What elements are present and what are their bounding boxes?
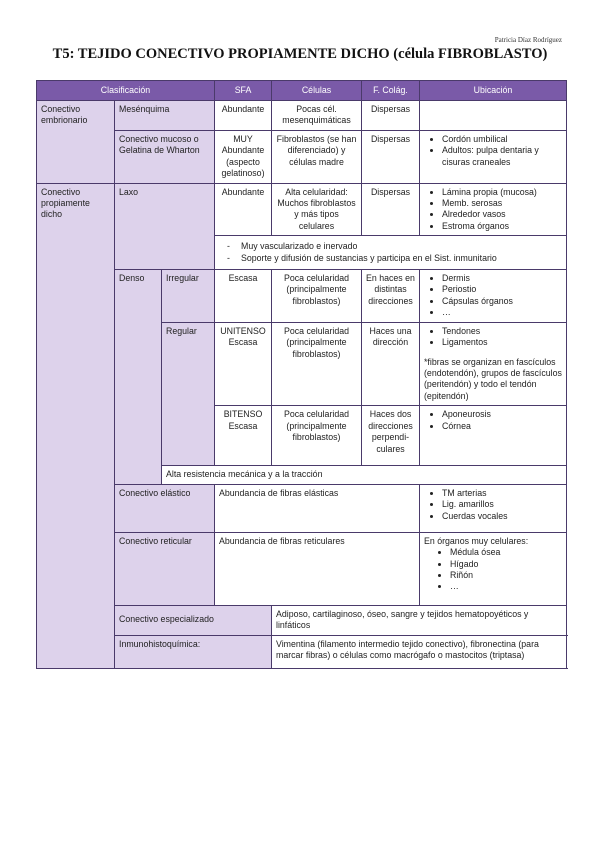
header-celulas: Células [272,81,362,101]
unitenso-fcolag: Haces una dirección [362,322,420,406]
list-item: • … [450,581,562,592]
header-row [37,81,567,101]
list-item: • Lig. amarillos [442,499,562,510]
mesenquima-ubicacion [420,101,567,131]
header-fcolag: F. Colág. [362,81,420,101]
laxo-ubicacion [420,183,567,236]
laxo-fcolag: Dispersas [362,183,420,236]
list-item: • Médula ósea [450,547,562,558]
unitenso-ubicacion [420,322,567,406]
type-reticular: Conectivo reticular [115,532,215,605]
list-item: • Lámina propia (mucosa) [442,187,562,198]
list-item: • Córnea [442,421,562,432]
list-item: - Soporte y difusión de sustancias y participa en el Sist. inmunitario [241,253,562,264]
type-mucoso: Conectivo mucoso o Gelatina de Wharton [115,130,215,183]
elastico-desc: Abundancia de fibras elásticas [215,484,420,532]
list-item: • Memb. serosas [442,198,562,209]
list-item: • TM arterias [442,488,562,499]
row-reticular [37,532,567,605]
unitenso-note: *fibras se organizan en fascículos (endotendón), grupos de fascículos (peritendón) y todo el tendón (epitendón) [424,356,562,401]
especializado-desc: Adiposo, cartilaginoso, óseo, sangre y tejidos hematopoyéticos y linfáticos [272,605,567,635]
list-item: • Cuerdas vocales [442,511,562,522]
list-item: • Dermis [442,273,562,284]
list-item: - Muy vascularizado e inervado [241,241,562,252]
header-ubicacion: Ubicación [420,81,567,101]
author-name: Patricia Díaz Rodríguez [494,36,562,44]
group-especializado: Conectivo especializado [115,605,272,635]
irregular-sfa: Escasa [215,270,272,323]
type-elastico: Conectivo elástico [115,484,215,532]
laxo-celulas: Alta celularidad: Muchos fibroblastos y más tipos celulares [272,183,362,236]
mesenquima-sfa: Abundante [215,101,272,131]
row-denso-irregular [37,270,567,323]
laxo-notes [215,236,567,270]
row-mucoso [37,130,567,183]
reticular-ubicacion [420,532,567,605]
list-item: • Hígado [450,559,562,570]
list-item: • Cápsulas órganos [442,296,562,307]
mucoso-celulas: Fibroblastos (se han diferenciado) y células madre [272,130,362,183]
row-especializado [37,605,567,635]
type-laxo: Laxo [115,183,215,270]
list-item: • Adultos: pulpa dentaria y cisuras craneales [442,145,562,168]
list-item: • Tendones [442,326,562,337]
page-title: T5: TEJIDO CONECTIVO PROPIAMENTE DICHO (célula FIBROBLASTO) [52,46,548,62]
unitenso-sfa: UNITENSO Escasa [215,322,272,406]
inmuno-desc: Vimentina (filamento intermedio tejido conectivo), fibronectina (para marcar fibras) o células como macrógafo o mastocitos (triptasa) [272,635,567,668]
row-laxo [37,183,567,236]
bitenso-celulas: Poca celularidad (principalmente fibroblastos) [272,406,362,466]
irregular-fcolag: En haces en distintas direcciones [362,270,420,323]
list-item: • … [442,307,562,318]
subtype-irregular: Irregular [162,270,215,323]
classification-table [36,80,567,669]
reticular-desc: Abundancia de fibras reticulares [215,532,420,605]
bitenso-ubicacion [420,406,567,466]
list-item: • Ligamentos [442,337,562,348]
group-propiamente: Conectivo propiamente dicho [37,183,115,668]
irregular-celulas: Poca celularidad (principalmente fibroblastos) [272,270,362,323]
reticular-ubicacion-intro: En órganos muy celulares: [424,535,529,546]
mucoso-ubicacion [420,130,567,183]
unitenso-celulas: Poca celularidad (principalmente fibroblastos) [272,322,362,406]
type-denso: Denso [115,270,162,485]
list-item: • Estroma órganos [442,221,562,232]
mesenquima-celulas: Pocas cél. mesenquimáticas [272,101,362,131]
mesenquima-fcolag: Dispersas [362,101,420,131]
mucoso-fcolag: Dispersas [362,130,420,183]
header-clasificacion: Clasificación [37,81,215,101]
bitenso-sfa: BITENSO Escasa [215,406,272,466]
group-inmuno: Inmunohistoquímica: [115,635,272,668]
subtype-regular: Regular [162,322,215,466]
type-mesenquima: Mesénquima [115,101,215,131]
group-embrionario: Conectivo embrionario [37,101,115,184]
list-item: • Aponeurosis [442,409,562,420]
list-item: • Riñón [450,570,562,581]
mucoso-sfa: MUY Abundante (aspecto gelatinoso) [215,130,272,183]
list-item: • Periostio [442,284,562,295]
row-elastico [37,484,567,532]
list-item: • Cordón umbilical [442,134,562,145]
row-mesenquima [37,101,567,131]
elastico-ubicacion [420,484,567,532]
denso-note: Alta resistencia mecánica y a la tracción [162,466,567,484]
row-inmuno [37,635,567,668]
laxo-sfa: Abundante [215,183,272,236]
bitenso-fcolag: Haces dos direcciones perpendi-culares [362,406,420,466]
list-item: • Alrededor vasos [442,209,562,220]
irregular-ubicacion [420,270,567,323]
header-sfa: SFA [215,81,272,101]
